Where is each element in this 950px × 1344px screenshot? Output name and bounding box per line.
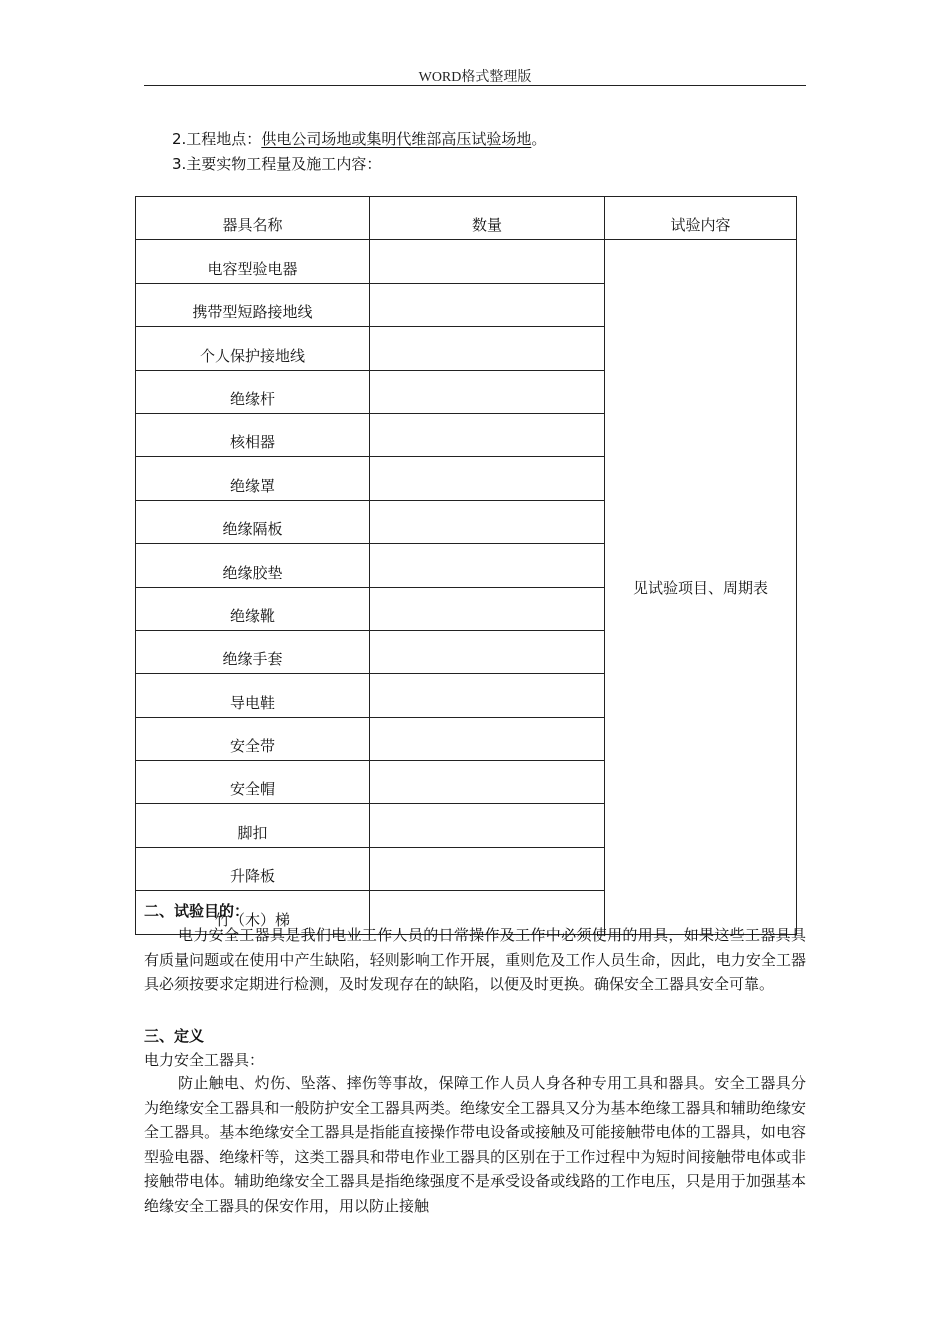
item-quantity <box>370 240 605 283</box>
item-name: 安全带 <box>136 717 370 760</box>
location-line <box>172 128 546 149</box>
section-3-subtitle: 电力安全工器具： <box>144 1051 265 1069</box>
item-name: 携带型短路接地线 <box>136 283 370 326</box>
item-name: 脚扣 <box>136 804 370 847</box>
item-quantity <box>370 761 605 804</box>
column-header-name: 器具名称 <box>136 197 370 240</box>
item-quantity <box>370 327 605 370</box>
item-quantity <box>370 630 605 673</box>
item-quantity <box>370 804 605 847</box>
item-name: 绝缘杆 <box>136 370 370 413</box>
item-name: 升降板 <box>136 847 370 890</box>
item-name: 安全帽 <box>136 761 370 804</box>
item-name: 个人保护接地线 <box>136 327 370 370</box>
item-name: 导电鞋 <box>136 674 370 717</box>
item-quantity <box>370 847 605 890</box>
equipment-table <box>135 196 797 935</box>
header-divider <box>144 85 806 86</box>
item-name: 电容型验电器 <box>136 240 370 283</box>
item-quantity <box>370 500 605 543</box>
item-name: 绝缘胶垫 <box>136 544 370 587</box>
item-quantity <box>370 457 605 500</box>
item-quantity <box>370 283 605 326</box>
item-name: 竹（木）梯 <box>136 891 370 934</box>
page-header-title: WORD格式整理版 <box>418 70 532 85</box>
item-quantity <box>370 544 605 587</box>
item-name: 绝缘隔板 <box>136 500 370 543</box>
item-quantity <box>370 587 605 630</box>
section-3-body: 防止触电、灼伤、坠落、摔伤等事故，保障工作人员人身各种专用工具和器具。安全工器具分为绝缘安全工器具和一般防护安全工器具两类。绝缘安全工器具又分为基本绝缘工器具和辅助绝缘安全工器具。基本绝缘安全工器具是指能直接操作带电设备或接触及可能接触带电体的工器具，如电容型验电器、绝缘杆等，这类工器具和带电作业工器具的区别在于工作过程中为短时间接触带电体或非接触带电体。辅助绝缘安全工器具是指绝缘强度不是承受设备或线路的工作电压，只是用于加强基本绝缘安全工器具的保安作用，用以防止接触 <box>144 1074 806 1215</box>
section-2-title: 二、试验目的： <box>144 902 250 920</box>
column-header-quantity: 数量 <box>370 197 605 240</box>
item-name: 核相器 <box>136 413 370 456</box>
workload-heading: 3.主要实物工程量及施工内容： <box>172 155 382 173</box>
column-header-content: 试验内容 <box>605 197 797 240</box>
section-3-title: 三、定义 <box>144 1027 205 1045</box>
location-suffix: 。 <box>531 130 547 148</box>
table-header-row <box>136 197 797 240</box>
item-quantity <box>370 717 605 760</box>
location-label: 2.工程地点： <box>172 130 262 148</box>
item-name: 绝缘罩 <box>136 457 370 500</box>
item-quantity <box>370 674 605 717</box>
table-row <box>136 240 797 283</box>
item-quantity <box>370 413 605 456</box>
section-2-body: 电力安全工器具是我们电业工作人员的日常操作及工作中必须使用的用具，如果这些工器具具有质量问题或在使用中产生缺陷，轻则影响工作开展，重则危及工作人员生命，因此，电力安全工器具必须按要求定期进行检测，及时发现存在的缺陷，以便及时更换。确保安全工器具安全可靠。 <box>144 926 806 994</box>
item-name: 绝缘靴 <box>136 587 370 630</box>
item-name: 绝缘手套 <box>136 630 370 673</box>
test-content-cell: 见试验项目、周期表 <box>605 240 797 934</box>
location-value: 供电公司场地或集明代维部高压试验场地 <box>261 130 532 148</box>
item-quantity <box>370 370 605 413</box>
